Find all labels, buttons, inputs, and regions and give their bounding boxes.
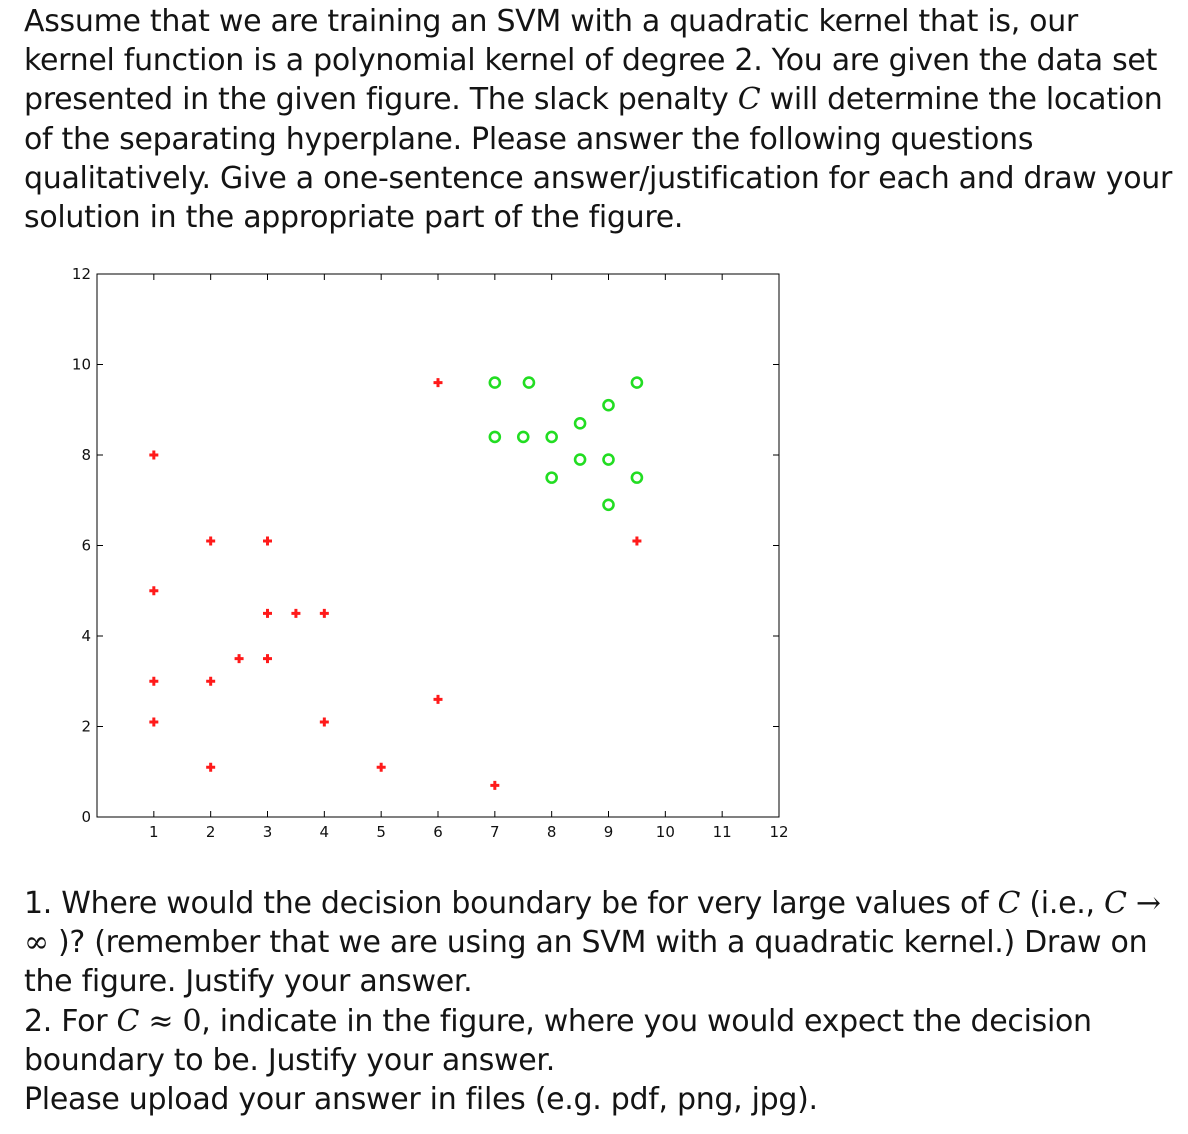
q1-arrow-infinity: → ∞ xyxy=(24,886,1161,961)
x-tick-label: 7 xyxy=(490,823,500,841)
y-tick-label: 10 xyxy=(71,355,91,374)
q1-var-c-2: C xyxy=(1103,886,1127,921)
q1-text-c: )? (remember that we are using an SVM with a quadratic kernel.) Draw on the figure. Justify your answer. xyxy=(24,925,1148,1000)
x-tick-label: 3 xyxy=(262,823,273,841)
y-tick-label: 2 xyxy=(81,717,91,736)
y-tick-label: 6 xyxy=(81,536,91,555)
y-tick-label: 8 xyxy=(81,446,91,464)
q1-text-b: (i.e., xyxy=(1020,886,1104,921)
y-tick-label: 12 xyxy=(71,265,91,283)
q2-approx-zero: ≈ 0 xyxy=(139,1003,202,1039)
question-intro-2: will determine the location of the separating hyperplane. Please answer the following questions qualitatively. Give a one-sentence answer/justification for each and draw your solution in the appropriate part of the figure. xyxy=(24,82,1173,236)
x-tick-label: 1 xyxy=(149,823,159,841)
q2-text-b: , indicate in the figure, where you would expect the decision boundary to be. Justify your answer. xyxy=(24,1003,1092,1078)
x-tick-label: 9 xyxy=(603,823,614,841)
x-tick-label: 5 xyxy=(376,823,386,841)
x-tick-label: 11 xyxy=(712,823,732,841)
y-tick-label: 0 xyxy=(81,808,91,826)
x-tick-label: 8 xyxy=(546,823,557,841)
plot-area-frame xyxy=(97,274,779,817)
q1-text-a: 1. Where would the decision boundary be for very large values of xyxy=(24,886,998,921)
x-tick-label: 6 xyxy=(433,823,443,841)
scatter-chart xyxy=(60,258,800,848)
q2-var-c: C xyxy=(116,1003,140,1039)
upload-instruction: Please upload your answer in files (e.g. pdf, png, jpg). xyxy=(24,1082,818,1118)
answer-prompts xyxy=(24,884,1174,1119)
question-var-c: C xyxy=(737,82,761,118)
question-text xyxy=(24,2,1174,237)
x-tick-label: 4 xyxy=(319,823,330,841)
q2-text-a: 2. For xyxy=(24,1003,117,1039)
x-tick-label: 2 xyxy=(205,823,216,841)
q1-var-c: C xyxy=(997,886,1021,921)
y-tick-label: 4 xyxy=(81,627,91,645)
x-tick-label: 10 xyxy=(655,823,675,841)
question-intro-1: Assume that we are training an SVM with a quadratic kernel that is, our kernel function is a polynomial kernel of degree 2. You are given the data set presented in the given figure. The slack penalty xyxy=(24,4,1158,118)
x-tick-label: 12 xyxy=(769,823,789,841)
